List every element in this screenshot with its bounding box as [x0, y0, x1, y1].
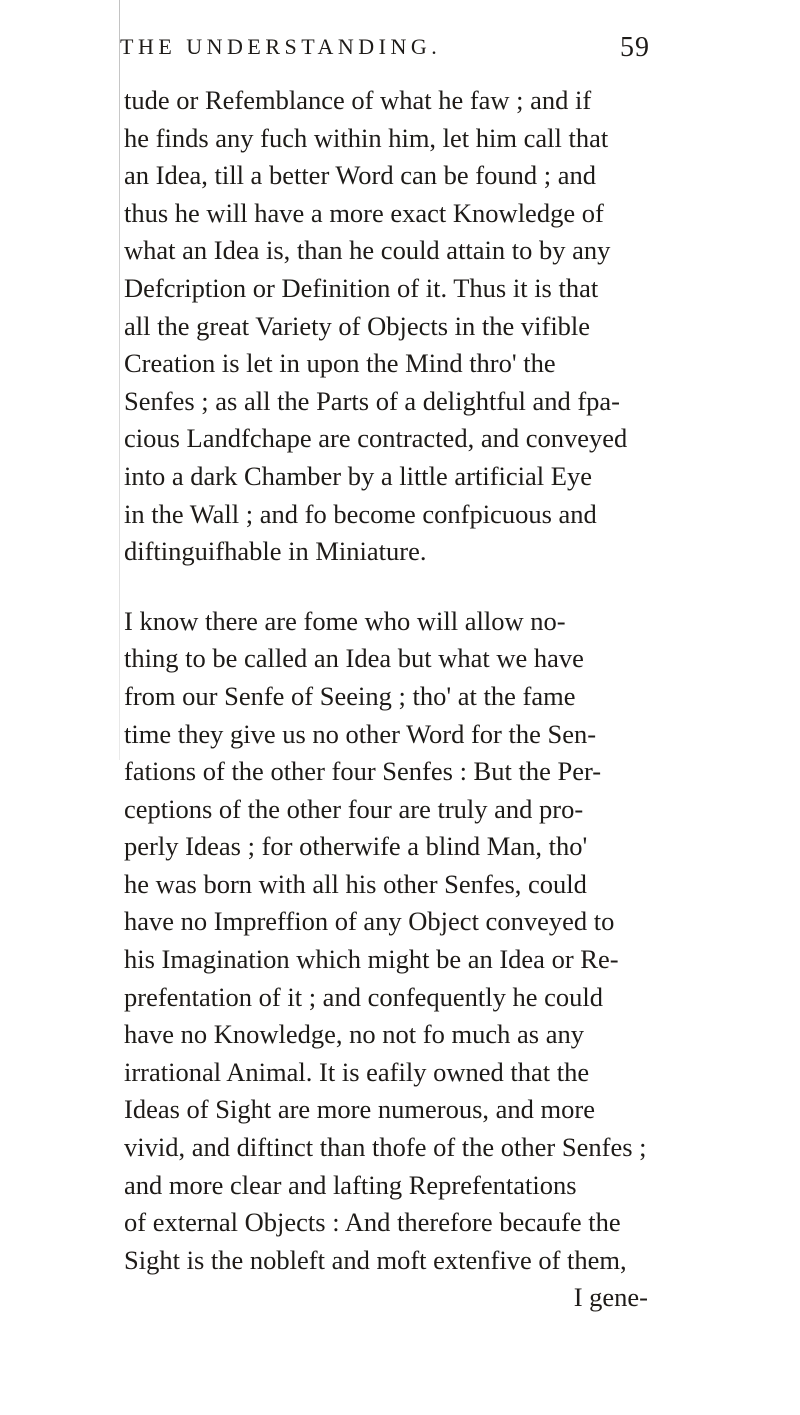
text-line: tude or Refemblance of what he faw ; and if: [124, 85, 592, 115]
text-line: what an Idea is, than he could attain to by any: [124, 235, 611, 266]
text-line: thus he will have a more exact Knowledge of: [124, 197, 604, 228]
paragraph: [124, 82, 654, 571]
gutter-shadow: [119, 0, 120, 760]
paragraph: [124, 603, 654, 1280]
page-header: [120, 26, 650, 70]
text-line: and more clear and lafting Reprefentations: [124, 1169, 577, 1200]
paragraph-spacer: [124, 571, 654, 603]
text-line: time they give us no other Word for the Sen-: [124, 718, 597, 749]
text-line: fations of the other four Senfes : But the Per-: [124, 756, 602, 787]
text-line: he was born with all his other Senfes, could: [124, 868, 587, 899]
text-line: diftinguifhable in Miniature.: [124, 536, 427, 567]
text-line: thing to be called an Idea but what we have: [124, 643, 584, 674]
text-line: have no Impreffion of any Object conveyed to: [124, 906, 615, 937]
text-line: Senfes ; as all the Parts of a delightful and fpa-: [124, 385, 620, 416]
text-line: perly Ideas ; for otherwife a blind Man, tho': [124, 831, 588, 862]
text-line: cious Landfchape are contracted, and conveyed: [124, 423, 628, 454]
page-number: 59: [620, 32, 650, 63]
text-line: have no Knowledge, no not fo much as any: [124, 1019, 584, 1050]
text-line: Defcription or Definition of it. Thus it is that: [124, 272, 599, 303]
text-line: Sight is the nobleft and moft extenfive of them,: [124, 1244, 627, 1275]
running-head: THE UNDERSTANDING.: [120, 34, 442, 59]
text-line: Ideas of Sight are more numerous, and more: [124, 1094, 595, 1125]
text-line: of external Objects : And therefore becaufe the: [124, 1207, 621, 1238]
text-line: vivid, and diftinct than thofe of the other Senfes ;: [124, 1132, 647, 1163]
text-line: into a dark Chamber by a little artificial Eye: [124, 460, 592, 491]
text-line: Creation is let in upon the Mind thro' the: [124, 348, 556, 379]
text-line: in the Wall ; and fo become confpicuous and: [124, 498, 597, 529]
text-line: irrational Animal. It is eafily owned that the: [124, 1056, 590, 1087]
text-line: ceptions of the other four are truly and pro-: [124, 793, 584, 824]
text-line: his Imagination which might be an Idea or Re-: [124, 944, 619, 975]
text-line: all the great Variety of Objects in the vifible: [124, 310, 591, 341]
text-line: an Idea, till a better Word can be found ; and: [124, 160, 596, 191]
body-text: [124, 82, 654, 1317]
text-line: from our Senfe of Seeing ; tho' at the fame: [124, 680, 576, 711]
text-line: he finds any fuch within him, let him call that: [124, 122, 609, 153]
catchword: I gene-: [573, 1282, 648, 1313]
text-line: prefentation of it ; and confequently he could: [124, 981, 604, 1012]
text-line: I know there are fome who will allow no-: [124, 605, 566, 636]
